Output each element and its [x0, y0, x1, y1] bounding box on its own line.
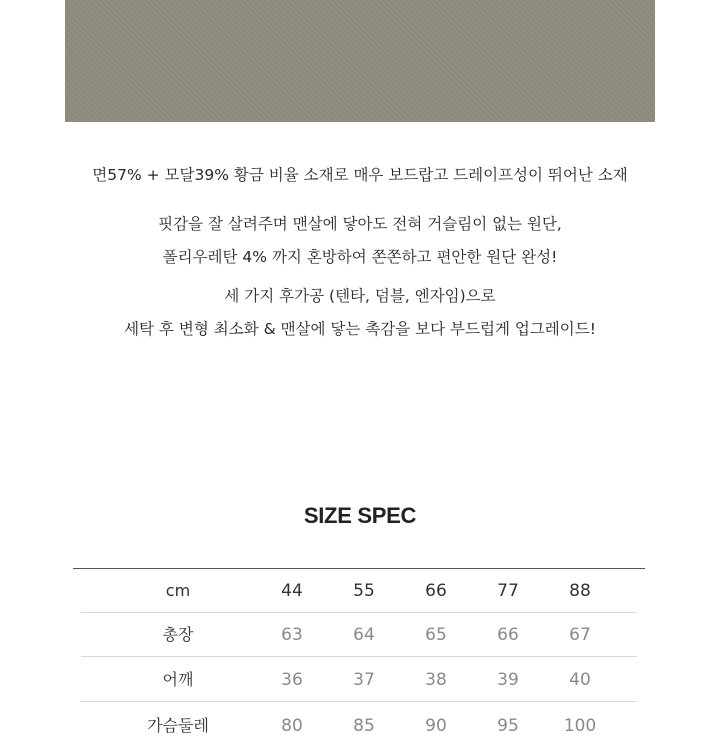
unit-label: cm	[165, 581, 191, 600]
table-header-row	[73, 569, 645, 613]
measurement-value: 38	[425, 670, 447, 690]
measurement-value: 36	[281, 670, 303, 690]
measurement-label: 어깨	[162, 670, 194, 689]
measurement-value: 95	[497, 716, 519, 736]
size-header: 55	[353, 581, 375, 601]
description-line: 세탁 후 변형 최소화 & 맨살에 닿는 촉감을 보다 부드럽게 업그레이드!	[124, 320, 596, 338]
size-header: 77	[497, 581, 519, 601]
measurement-value: 67	[569, 625, 591, 645]
table-row	[73, 703, 645, 736]
measurement-value: 63	[281, 625, 303, 645]
measurement-label: 총장	[162, 625, 194, 644]
size-header: 66	[425, 581, 447, 601]
measurement-value: 90	[425, 716, 447, 736]
size-header: 88	[569, 581, 591, 601]
description-paragraph-2	[0, 208, 720, 274]
description-paragraph-3	[0, 280, 720, 346]
description-line: 면57% + 모달39% 황금 비율 소재로 매우 보드랍고 드레이프성이 뛰어난 소재	[92, 166, 628, 184]
description-line: 핏감을 잘 살려주며 맨살에 닿아도 전혀 거슬림이 없는 원단,	[158, 215, 562, 233]
measurement-label: 가슴둘레	[147, 716, 209, 735]
measurement-value: 64	[353, 625, 375, 645]
measurement-value: 65	[425, 625, 447, 645]
measurement-value: 37	[353, 670, 375, 690]
description-paragraph-1	[0, 164, 720, 186]
table-row	[73, 658, 645, 702]
row-divider	[81, 701, 637, 702]
table-row	[73, 613, 645, 657]
row-divider	[81, 656, 637, 657]
description-line: 폴리우레탄 4% 까지 혼방하여 쫀쫀하고 편안한 원단 완성!	[162, 248, 558, 266]
measurement-value: 100	[563, 716, 597, 736]
measurement-value: 66	[497, 625, 519, 645]
measurement-value: 39	[497, 670, 519, 690]
measurement-value: 80	[281, 716, 303, 736]
measurement-value: 85	[353, 716, 375, 736]
description-line: 세 가지 후가공 (텐타, 덤블, 엔자임)으로	[224, 287, 496, 305]
fabric-photo	[65, 0, 655, 122]
size-spec-title: SIZE SPEC	[303, 503, 417, 528]
measurement-value: 40	[569, 670, 591, 690]
size-header: 44	[281, 581, 303, 601]
